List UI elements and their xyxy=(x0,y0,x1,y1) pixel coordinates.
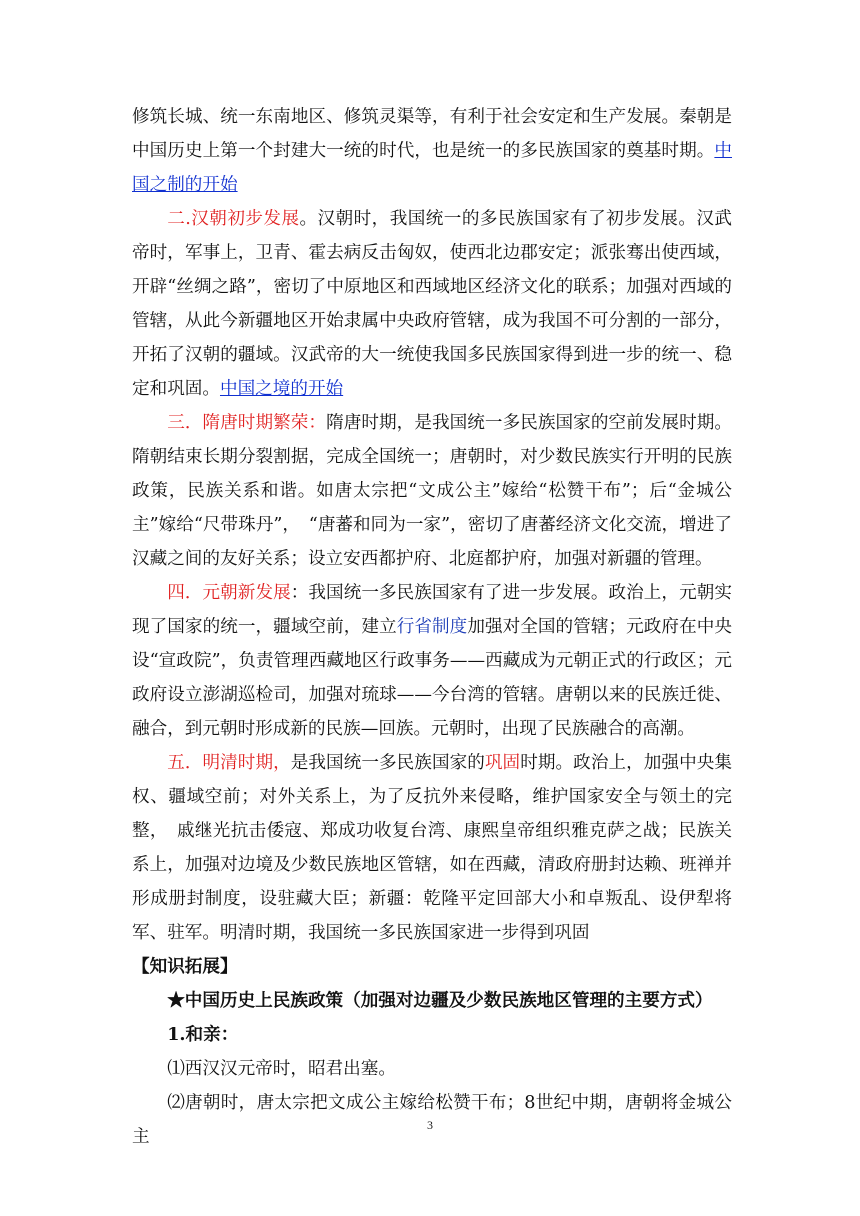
paragraph-text: 时期。政治上，加强中央集权、疆域空前；对外关系上，为了反抗外来侵略，维护国家安全与领土的完整， 戚继光抗击倭寇、郑成功收复台湾、康熙皇帝组织雅克萨之战；民族关系上，加强对边境及少数民族地区管辖，如在西藏，清政府册封达赖、班禅并形成册封制度，设驻藏大臣；新疆：乾隆平定回部大小和卓叛乱、设伊犁将军、驻军。明清时期，我国统一多民族国家进一步得到巩固 xyxy=(132,753,732,943)
paragraph-text: 修筑长城、统一东南地区、修筑灵渠等，有利于社会安定和生产发展。秦朝是中国历史上第一个封建大一统的时代，也是统一的多民族国家的奠基时期。 xyxy=(132,107,732,161)
highlight-province-system: 行省制度 xyxy=(396,617,468,637)
paragraph-text: 是我国统一多民族国家的 xyxy=(290,753,485,773)
paragraph-qin xyxy=(132,100,732,202)
section-title: 【知识拓展】 xyxy=(132,956,238,977)
heading-han: 二.汉朝初步发展 xyxy=(167,209,300,229)
hyperlink-china-territory[interactable]: 中国之境的开始 xyxy=(219,379,344,399)
heading-yuan: 四．元朝新发展 xyxy=(167,583,291,603)
policy-title: ★中国历史上民族政策（加强对边疆及少数民族地区管理的主要方式） xyxy=(167,990,713,1011)
hyperlink-china-system[interactable]: 中国之制的开始 xyxy=(132,141,732,195)
paragraph-sui-tang xyxy=(132,406,732,576)
paragraph-text: 隋唐时期，是我国统一多民族国家的空前发展时期。隋朝结束长期分裂割据，完成全国统一；唐朝时，对少数民族实行开明的民族政策，民族关系和谐。如唐太宗把“文成公主”嫁给“松赞干布”；后“金城公主”嫁给“尺带珠丹”， “唐蕃和同为一家”，密切了唐蕃经济文化交流，增进了汉藏之间的友好关系；设立安西都护府、北庭都护府，加强对新疆的管理。 xyxy=(132,413,732,569)
paragraph-text: 。汉朝时，我国统一的多民族国家有了初步发展。汉武帝时，军事上，卫青、霍去病反击匈奴，使西北边郡安定；派张骞出使西域，开辟“丝绸之路”，密切了中原地区和西域地区经济文化的联系；加强对西域的管辖，从此今新疆地区开始隶属中央政府管辖，成为我国不可分割的一部分，开拓了汉朝的疆域。汉武帝的大一统使我国多民族国家得到进一步的统一、稳定和巩固。 xyxy=(132,209,732,399)
paragraph-han xyxy=(132,202,732,406)
document-body xyxy=(132,100,732,1154)
heading-ming-qing: 五．明清时期， xyxy=(167,753,291,773)
paragraph-yuan xyxy=(132,576,732,746)
list-item: ⑵唐朝时，唐太宗把文成公主嫁给松赞干布；8世纪中期，唐朝将金城公主 xyxy=(132,1093,732,1147)
item-heqin-title: 1.和亲： xyxy=(167,1024,239,1045)
page-number: 3 xyxy=(427,1118,433,1132)
paragraph-text: ：我国统一多民族国家有了进一步发展。政治上，元朝实现了国家的统一，疆域空前，建立 xyxy=(132,583,732,637)
heading-sui-tang: 三．隋唐时期繁荣： xyxy=(167,413,327,433)
list-item: ⑴西汉汉元帝时，昭君出塞。 xyxy=(167,1059,396,1079)
paragraph-text: 加强对全国的管辖；元政府在中央设“宣政院”，负责管理西藏地区行政事务——西藏成为元朝正式的行政区；元政府设立澎湖巡检司，加强对琉球——今台湾的管辖。唐朝以来的民族迁徙、融合，到元朝时形成新的民族—回族。元朝时，出现了民族融合的高潮。 xyxy=(132,617,732,739)
highlight-consolidation: 巩固 xyxy=(484,753,521,773)
paragraph-ming-qing xyxy=(132,746,732,950)
